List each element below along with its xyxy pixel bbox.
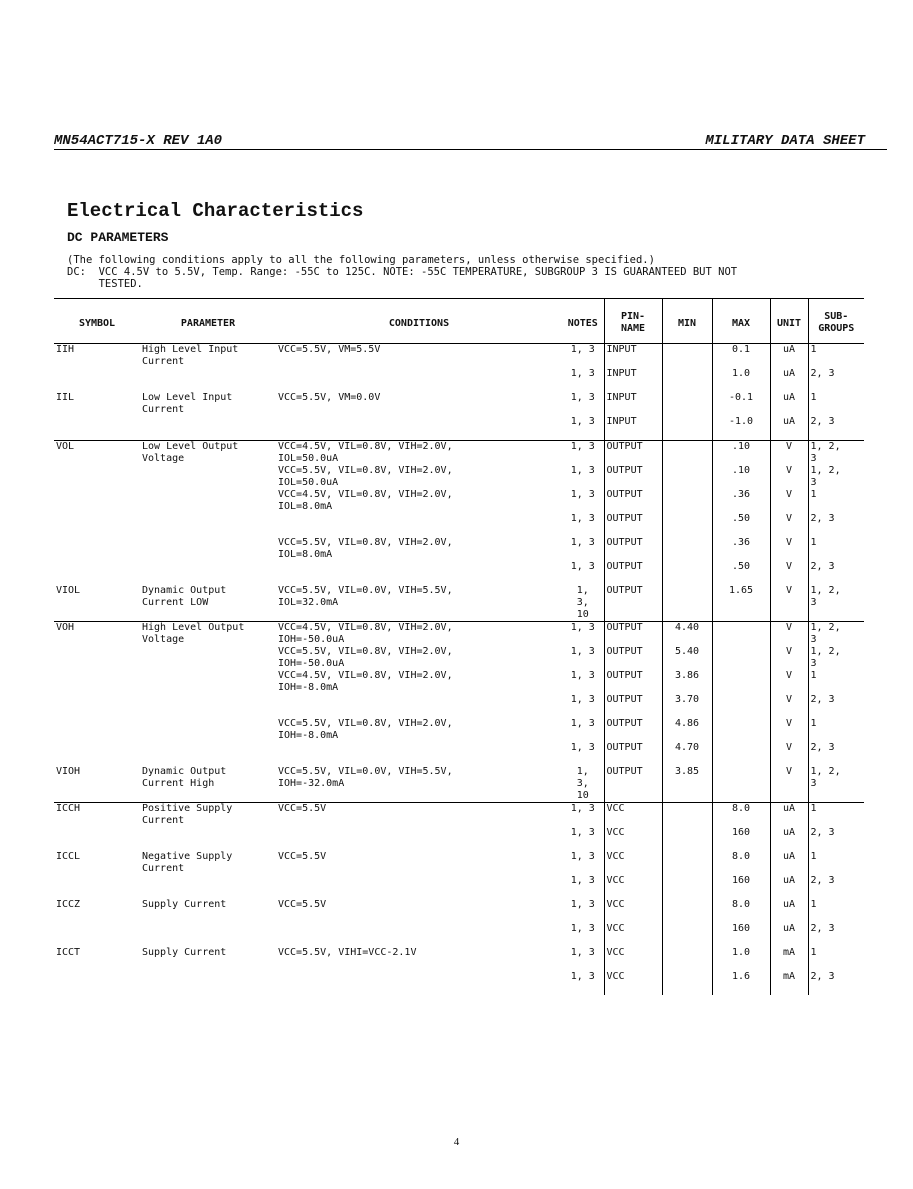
min-cell [662,392,712,416]
table-row [54,947,864,971]
section-title: Electrical Characteristics [67,200,364,222]
parameter-cell: Supply Current [142,947,227,958]
table-row [54,694,864,718]
parameter-cell: Low Level Output Voltage [140,441,276,466]
min-cell: 4.40 [662,622,712,647]
unit-cell: V [770,670,808,694]
notes-cell: 1, 3 [570,368,595,379]
notes-cell: 1, 3 [562,344,604,369]
header-max: MAX [712,299,770,344]
unit-cell: uA [770,392,808,416]
parameter-cell [140,416,276,441]
min-cell [662,368,712,392]
conditions-cell [276,416,562,441]
table-row [54,344,864,369]
table-row [54,742,864,766]
symbol-cell [54,670,140,694]
pin-name-cell: OUTPUT [604,465,662,489]
max-cell: 1.0 [712,368,770,392]
symbol-cell [54,368,140,392]
max-cell: 8.0 [712,899,770,923]
max-cell [712,670,770,694]
pin-name-cell: OUTPUT [604,646,662,670]
parameter-cell: High Level Input Current [140,344,276,369]
conditions-cell [276,742,562,766]
min-cell: 5.40 [662,646,712,670]
conditions-cell: VCC=5.5V, VIHI=VCC-2.1V [278,947,417,958]
subgroups-cell: 1, 2, 3 [808,646,864,670]
table-row [54,670,864,694]
subgroups-cell: 2, 3 [808,971,864,995]
min-cell [662,344,712,369]
pin-name-cell: VCC [604,827,662,851]
max-cell: .10 [712,441,770,466]
parameter-cell: Low Level Input Current [142,392,233,415]
notes-cell: 1, 3 [570,923,595,934]
notes-cell: 1, 3 [570,465,595,476]
subgroups-cell: 1 [808,344,864,369]
subgroups-cell: 1 [808,489,864,513]
subgroups-cell: 1 [808,947,864,971]
pin-name-cell: OUTPUT [604,622,662,647]
table-row [54,718,864,742]
notes-cell: 1, 3 [570,851,595,862]
symbol-cell: VOH [54,622,140,647]
notes-cell: 1, 3 [570,947,595,958]
conditions-cell: VCC=5.5V, VIL=0.8V, VIH=2.0V, IOH=-50.0uA [278,646,453,669]
unit-cell: V [770,766,808,803]
max-cell: 160 [712,923,770,947]
subgroups-cell: 1 [808,670,864,694]
symbol-cell [54,489,140,513]
symbol-cell: IIH [54,344,140,369]
min-cell [662,561,712,585]
pin-name-cell: OUTPUT [604,694,662,718]
symbol-cell [54,827,140,851]
notes-cell: 1, 3 [570,513,595,524]
symbol-cell [54,971,140,995]
notes-cell: 1, 3 [570,489,595,500]
unit-cell: V [770,513,808,537]
conditions-cell: VCC=5.5V, VM=0.0V [278,392,381,403]
subgroups-cell: 2, 3 [808,561,864,585]
min-cell [662,465,712,489]
max-cell: 160 [712,827,770,851]
unit-cell: uA [770,803,808,828]
unit-cell: uA [770,368,808,392]
min-cell [662,923,712,947]
min-cell [662,537,712,561]
subgroups-cell: 2, 3 [808,827,864,851]
table-header-row [54,299,864,344]
parameter-cell [140,561,276,585]
parameter-cell [140,742,276,766]
subgroups-cell: 1, 2, 3 [808,622,864,647]
symbol-cell: ICCT [56,947,81,958]
min-cell [662,416,712,441]
max-cell: 160 [712,875,770,899]
table-row [54,875,864,899]
pin-name-cell: OUTPUT [604,441,662,466]
unit-cell: uA [770,875,808,899]
conditions-cell: VCC=4.5V, VIL=0.8V, VIH=2.0V, IOL=50.0uA [276,441,562,466]
subgroups-cell: 2, 3 [808,416,864,441]
notes-cell: 1, 3 [570,561,595,572]
header-pin-name: PIN- NAME [604,299,662,344]
table-row [54,416,864,441]
document-id: MN54ACT715-X REV 1A0 [54,133,223,149]
symbol-cell [54,875,140,899]
max-cell: -1.0 [712,416,770,441]
subgroups-cell: 1 [808,851,864,875]
min-cell [662,875,712,899]
notes-cell: 1, 3 [570,646,595,657]
notes-cell: 1, 3 [570,392,595,403]
symbol-cell: ICCZ [56,899,81,910]
pin-name-cell: INPUT [604,368,662,392]
parameter-cell [140,513,276,537]
max-cell: .36 [712,537,770,561]
symbol-cell [54,561,140,585]
subgroups-cell: 2, 3 [808,368,864,392]
min-cell [662,971,712,995]
max-cell: 1.6 [712,971,770,995]
notes-cell: 1, 3 [570,827,595,838]
max-cell: .50 [712,561,770,585]
min-cell [662,947,712,971]
subgroups-cell: 2, 3 [808,875,864,899]
pin-name-cell: INPUT [604,344,662,369]
parameter-cell [140,670,276,694]
table-body [54,344,864,996]
notes-cell: 1, 3, 10 [576,766,589,801]
max-cell: .50 [712,513,770,537]
max-cell: .10 [712,465,770,489]
unit-cell: V [770,646,808,670]
parameter-cell [140,827,276,851]
symbol-cell [54,416,140,441]
max-cell: .36 [712,489,770,513]
pin-name-cell: INPUT [604,392,662,416]
min-cell [662,489,712,513]
conditions-cell [276,513,562,537]
pin-name-cell: OUTPUT [604,489,662,513]
unit-cell: V [770,441,808,466]
table-row [54,803,864,828]
parameter-cell [140,537,276,561]
symbol-cell [54,694,140,718]
symbol-cell [54,646,140,670]
conditions-cell [276,827,562,851]
pin-name-cell: OUTPUT [604,718,662,742]
max-cell: 8.0 [712,851,770,875]
header-rule [54,149,887,150]
notes-cell: 1, 3 [570,537,595,548]
pin-name-cell: OUTPUT [604,513,662,537]
parameter-cell [140,718,276,742]
notes-cell: 1, 3 [570,670,595,681]
min-cell: 3.86 [662,670,712,694]
table-row [54,923,864,947]
unit-cell: uA [770,827,808,851]
max-cell [712,646,770,670]
min-cell [662,851,712,875]
max-cell: 0.1 [712,344,770,369]
min-cell [662,803,712,828]
min-cell [662,899,712,923]
conditions-cell: VCC=4.5V, VIL=0.8V, VIH=2.0V, IOH=-8.0mA [278,670,453,693]
notes-cell: 1, 3 [562,803,604,828]
conditions-cell [276,561,562,585]
pin-name-cell: VCC [604,851,662,875]
min-cell [662,827,712,851]
parameter-cell: Supply Current [142,899,227,910]
unit-cell: uA [770,851,808,875]
min-cell [662,513,712,537]
notes-cell: 1, 3 [570,971,595,982]
subgroups-cell: 2, 3 [808,694,864,718]
notes-cell: 1, 3 [570,875,595,886]
symbol-cell: IIL [56,392,75,403]
conditions-cell: VCC=4.5V, VIL=0.8V, VIH=2.0V, IOH=-50.0uA [276,622,562,647]
table-row [54,441,864,466]
symbol-cell: ICCL [56,851,81,862]
symbol-cell: ICCH [54,803,140,828]
symbol-cell: VOL [54,441,140,466]
subgroups-cell: 1, 2, 3 [808,441,864,466]
conditions-cell: VCC=5.5V, VIL=0.0V, VIH=5.5V, IOH=-32.0mA [278,766,453,789]
subgroups-cell: 1, 2, 3 [808,585,864,622]
symbol-cell: VIOH [56,766,81,777]
temperature-note: DC: VCC 4.5V to 5.5V, Temp. Range: -55C to 125C. NOTE: -55C TEMPERATURE, SUBGROUP 3 IS GUARANTEED BUT NOT TESTED. [67,266,738,290]
conditions-cell: VCC=5.5V, VIL=0.0V, VIH=5.5V, IOL=32.0mA [278,585,453,608]
parameter-cell [140,368,276,392]
table-row [54,766,864,803]
notes-cell: 1, 3 [570,742,595,753]
unit-cell: V [770,622,808,647]
pin-name-cell: VCC [604,947,662,971]
subgroups-cell: 1 [808,803,864,828]
document-type: MILITARY DATA SHEET [705,133,865,149]
pin-name-cell: OUTPUT [604,766,662,803]
pin-name-cell: OUTPUT [604,742,662,766]
symbol-cell [54,537,140,561]
max-cell: 1.65 [712,585,770,622]
parameter-cell [140,489,276,513]
symbol-cell: VIOL [56,585,81,596]
subgroups-cell: 2, 3 [808,742,864,766]
unit-cell: V [770,537,808,561]
pin-name-cell: VCC [604,899,662,923]
notes-cell: 1, 3, 10 [576,585,589,620]
unit-cell: V [770,561,808,585]
conditions-cell: VCC=5.5V, VIL=0.8V, VIH=2.0V, IOH=-8.0mA [278,718,453,741]
parameter-cell [140,694,276,718]
header-parameter: PARAMETER [140,299,276,344]
header-subgroups: SUB- GROUPS [808,299,864,344]
pin-name-cell: OUTPUT [604,585,662,622]
header-notes: NOTES [562,299,604,344]
pin-name-cell: INPUT [604,416,662,441]
max-cell: 8.0 [712,803,770,828]
parameter-cell: High Level Output Voltage [140,622,276,647]
max-cell: 1.0 [712,947,770,971]
notes-cell: 1, 3 [562,622,604,647]
pin-name-cell: VCC [604,875,662,899]
min-cell: 3.85 [662,766,712,803]
conditions-cell: VCC=5.5V, VM=5.5V [276,344,562,369]
unit-cell: uA [770,899,808,923]
pin-name-cell: VCC [604,803,662,828]
table-row [54,392,864,416]
parameter-cell: Dynamic Output Current High [142,766,227,789]
unit-cell: V [770,465,808,489]
conditions-cell [276,694,562,718]
section-subtitle: DC PARAMETERS [67,230,169,245]
subgroups-cell: 1 [808,392,864,416]
min-cell: 4.86 [662,718,712,742]
table-row [54,489,864,513]
page-number: 4 [453,1136,460,1148]
pin-name-cell: VCC [604,923,662,947]
max-cell [712,694,770,718]
unit-cell: mA [770,947,808,971]
unit-cell: uA [770,344,808,369]
subgroups-cell: 1, 2, 3 [808,766,864,803]
parameter-cell [140,875,276,899]
notes-cell: 1, 3 [570,899,595,910]
parameter-cell [140,971,276,995]
unit-cell: V [770,585,808,622]
conditions-note: (The following conditions apply to all the following parameters, unless otherwise specified.) [67,254,655,266]
subgroups-cell: 1 [808,899,864,923]
unit-cell: mA [770,971,808,995]
min-cell [662,585,712,622]
conditions-cell: VCC=5.5V [278,899,327,910]
unit-cell: V [770,694,808,718]
conditions-cell: VCC=5.5V, VIL=0.8V, VIH=2.0V, IOL=8.0mA [278,537,453,560]
table-row [54,368,864,392]
parameter-cell: Positive Supply Current [140,803,276,828]
conditions-cell [276,368,562,392]
unit-cell: V [770,742,808,766]
conditions-cell [276,971,562,995]
pin-name-cell: OUTPUT [604,537,662,561]
notes-cell: 1, 3 [570,694,595,705]
unit-cell: V [770,489,808,513]
symbol-cell [54,465,140,489]
unit-cell: uA [770,923,808,947]
table-row [54,561,864,585]
max-cell [712,766,770,803]
unit-cell: uA [770,416,808,441]
table-row [54,646,864,670]
parameter-cell [140,923,276,947]
max-cell [712,622,770,647]
notes-cell: 1, 3 [570,718,595,729]
subgroups-cell: 2, 3 [808,513,864,537]
pin-name-cell: OUTPUT [604,670,662,694]
header-min: MIN [662,299,712,344]
conditions-cell: VCC=5.5V [278,851,327,862]
parameter-cell: Negative Supply Current [142,851,233,874]
table-row [54,513,864,537]
header-conditions: CONDITIONS [276,299,562,344]
table-row [54,537,864,561]
subgroups-cell: 2, 3 [808,923,864,947]
parameter-cell: Dynamic Output Current LOW [142,585,227,608]
subgroups-cell: 1 [808,718,864,742]
subgroups-cell: 1 [808,537,864,561]
symbol-cell [54,513,140,537]
notes-cell: 1, 3 [562,441,604,466]
table-row [54,899,864,923]
parameter-cell [140,646,276,670]
subgroups-cell: 1, 2, 3 [808,465,864,489]
table-row [54,971,864,995]
min-cell [662,441,712,466]
header-unit: UNIT [770,299,808,344]
table-row [54,827,864,851]
min-cell: 3.70 [662,694,712,718]
symbol-cell [54,718,140,742]
header-symbol: SYMBOL [54,299,140,344]
min-cell: 4.70 [662,742,712,766]
conditions-cell [276,923,562,947]
conditions-cell: VCC=5.5V [276,803,562,828]
parameter-cell [140,465,276,489]
max-cell [712,742,770,766]
pin-name-cell: OUTPUT [604,561,662,585]
symbol-cell [54,923,140,947]
table-row [54,585,864,622]
max-cell: -0.1 [712,392,770,416]
dc-parameters-table [54,298,864,995]
table-row [54,465,864,489]
pin-name-cell: VCC [604,971,662,995]
symbol-cell [54,742,140,766]
notes-cell: 1, 3 [570,416,595,427]
conditions-cell [276,875,562,899]
table-row [54,851,864,875]
conditions-cell: VCC=4.5V, VIL=0.8V, VIH=2.0V, IOL=8.0mA [278,489,453,512]
max-cell [712,718,770,742]
conditions-cell: VCC=5.5V, VIL=0.8V, VIH=2.0V, IOL=50.0uA [278,465,453,488]
table-row [54,622,864,647]
unit-cell: V [770,718,808,742]
